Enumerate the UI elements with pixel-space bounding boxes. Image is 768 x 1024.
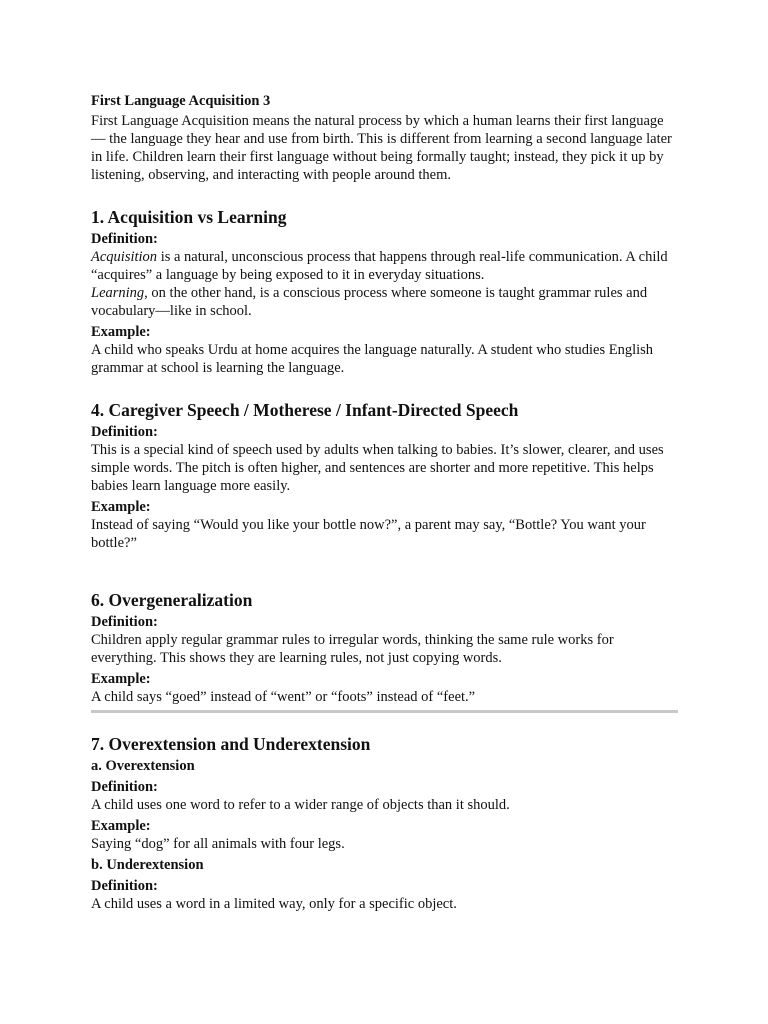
intro-paragraph: First Language Acquisition means the natural process by which a human learns their first language — the language they hear and use from birth. This is different from learning a second language later in life. Children learn their first language without being formally taught; instead, they pick it up by listening, observing, and interacting with people around them. [91, 113, 672, 183]
definition-text: This is a special kind of speech used by adults when talking to babies. It’s slower, clearer, and uses simple words. The pitch is often higher, and sentences are shorter and more repetitive. This helps babies learn language more easily. [91, 442, 664, 494]
acquisition-definition [91, 248, 678, 284]
example-text: Saying “dog” for all animals with four legs. [91, 836, 345, 852]
definition-label: Definition: [91, 614, 158, 630]
definition-label: Definition: [91, 424, 158, 440]
example-text: A child says “goed” instead of “went” or “foots” instead of “feet.” [91, 689, 476, 705]
section-acquisition-vs-learning [91, 206, 678, 377]
definition-text: Children apply regular grammar rules to irregular words, thinking the same rule works for everything. This shows they are learning rules, not just copying words. [91, 632, 614, 666]
example-text: Instead of saying “Would you like your bottle now?”, a parent may say, “Bottle? You want your bottle?” [91, 517, 646, 551]
definition-text: A child uses a word in a limited way, only for a specific object. [91, 896, 457, 912]
section-overgeneralization [91, 589, 678, 706]
section-heading: 4. Caregiver Speech / Motherese / Infant-Directed Speech [91, 400, 519, 420]
section-heading: 1. Acquisition vs Learning [91, 207, 287, 227]
acquisition-term: Acquisition [91, 249, 158, 265]
definition-label: Definition: [91, 231, 158, 247]
section-overextension-underextension [91, 733, 678, 913]
example-label: Example: [91, 671, 151, 687]
subsection-label-overextension: a. Overextension [91, 758, 195, 774]
document-title: First Language Acquisition 3 [91, 93, 271, 109]
subsection-label-underextension: b. Underextension [91, 857, 204, 873]
acquisition-text: is a natural, unconscious process that happens through real-life communication. A child “acquires” a language by being exposed to it in everyday situations. [91, 249, 668, 283]
learning-text: , on the other hand, is a conscious process where someone is taught grammar rules and vocabulary—like in school. [91, 285, 648, 319]
section-heading: 6. Overgeneralization [91, 590, 253, 610]
example-label: Example: [91, 818, 151, 834]
example-label: Example: [91, 324, 151, 340]
definition-label: Definition: [91, 878, 158, 894]
definition-label: Definition: [91, 779, 158, 795]
definition-text: A child uses one word to refer to a wider range of objects than it should. [91, 797, 510, 813]
example-label: Example: [91, 499, 151, 515]
section-caregiver-speech [91, 399, 678, 552]
learning-term: Learning [91, 285, 145, 301]
section-heading: 7. Overextension and Underextension [91, 734, 371, 754]
learning-definition [91, 284, 678, 320]
horizontal-divider [91, 710, 678, 713]
example-text: A child who speaks Urdu at home acquires the language naturally. A student who studies English grammar at school is learning the language. [91, 342, 654, 376]
